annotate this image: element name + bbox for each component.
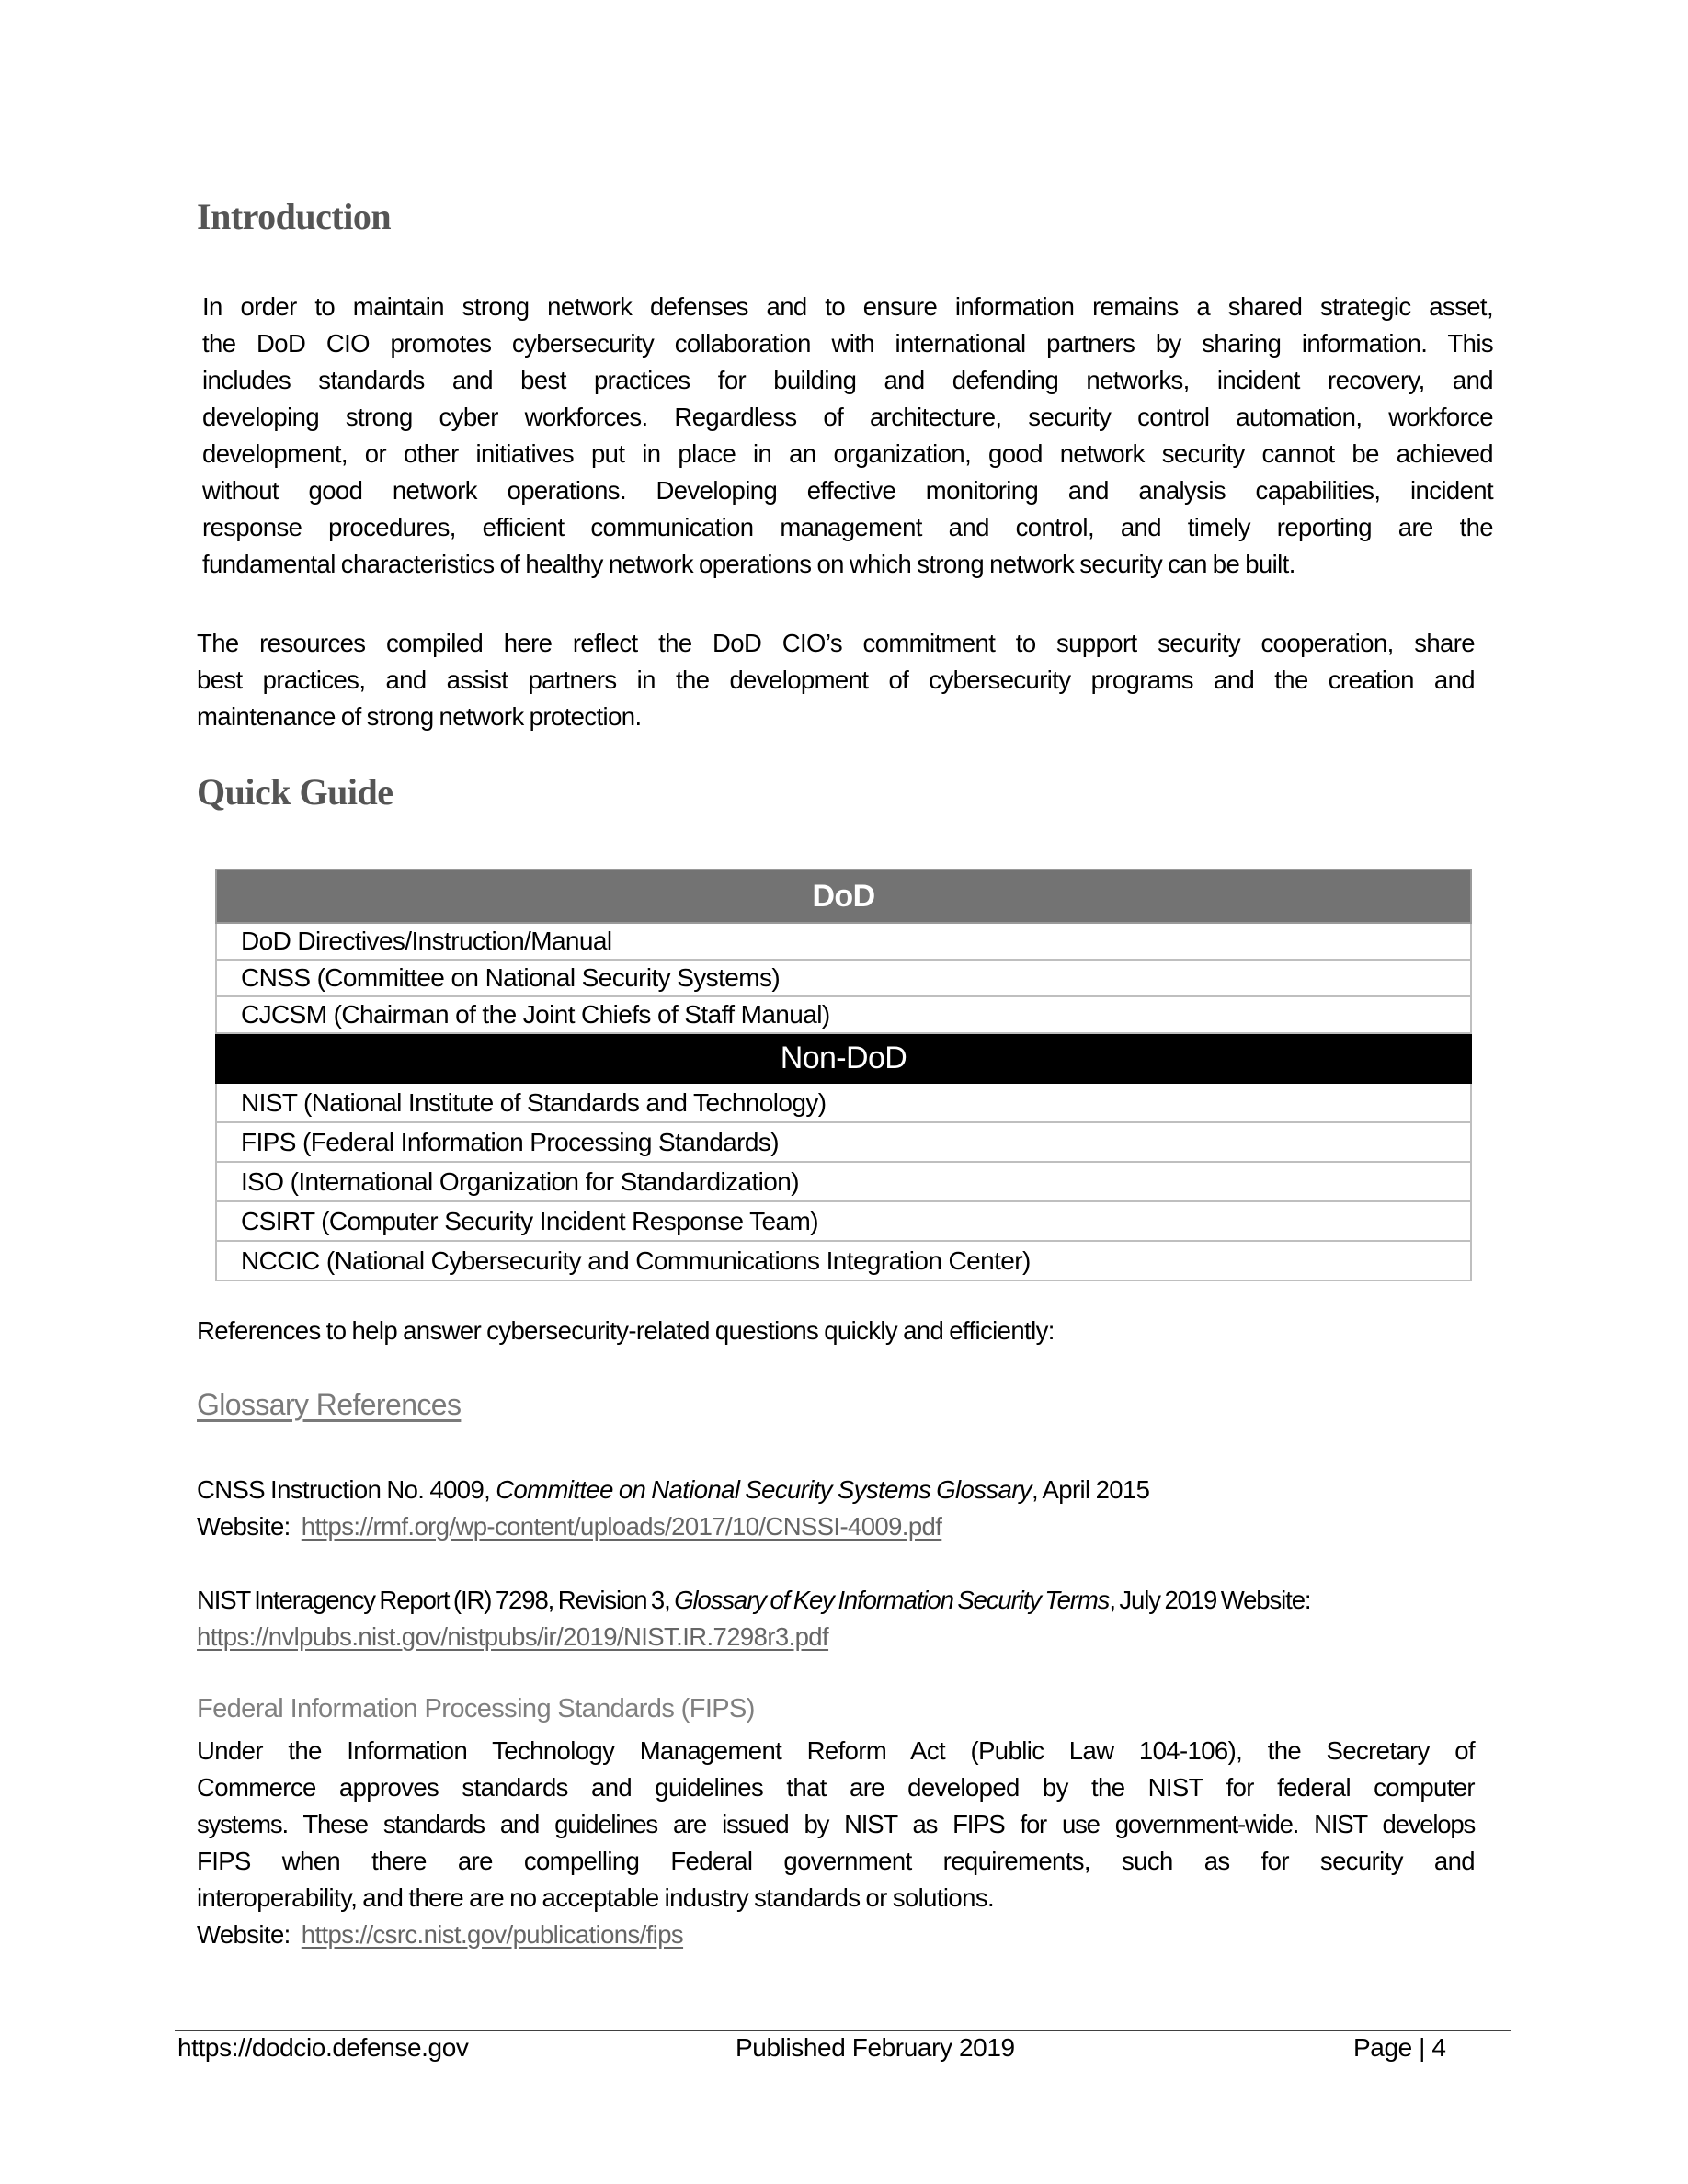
text-line: Under the Information Technology Management Reform Act (Public Law 104-106), the Secretary of <box>197 1736 1475 1765</box>
dod-item: DoD Directives/Instruction/Manual <box>216 923 1471 960</box>
fips-link[interactable]: https://csrc.nist.gov/publications/fips <box>301 1920 684 1949</box>
dod-item: CJCSM (Chairman of the Joint Chiefs of Staff Manual) <box>216 996 1471 1033</box>
nist-prefix: NIST Interagency Report (IR) 7298, Revision 3, <box>197 1586 675 1614</box>
fips-paragraph <box>197 1733 1475 1917</box>
references-intro: References to help answer cybersecurity-related questions quickly and efficiently: <box>197 1316 1055 1345</box>
table-row <box>216 1122 1471 1162</box>
text-line: response procedures, efficient communication management and control, and timely reporting are the <box>202 513 1493 541</box>
text-line: best practices, and assist partners in the development of cybersecurity programs and the creation and <box>197 665 1475 694</box>
fips-website <box>197 1917 683 1953</box>
website-label: Website: <box>197 1512 291 1541</box>
nondod-item: CSIRT (Computer Security Incident Response Team) <box>216 1201 1471 1241</box>
text-line: The resources compiled here reflect the DoD CIO’s commitment to support security cooperation, share <box>197 629 1475 657</box>
nist-suffix: , July 2019 Website: <box>1109 1586 1311 1614</box>
cnss-link[interactable]: https://rmf.org/wp-content/uploads/2017/10/CNSSI-4009.pdf <box>301 1512 942 1541</box>
introduction-heading: Introduction <box>197 196 392 237</box>
nondod-item: NCCIC (National Cybersecurity and Communications Integration Center) <box>216 1241 1471 1280</box>
text-line: Commerce approves standards and guidelines that are developed by the NIST for federal computer <box>197 1773 1475 1802</box>
table-row <box>216 1083 1471 1122</box>
cnss-prefix: CNSS Instruction No. 4009, <box>197 1475 496 1504</box>
table-row <box>216 1241 1471 1280</box>
quick-guide-heading: Quick Guide <box>197 771 393 813</box>
dod-header: DoD <box>216 870 1471 923</box>
footer-divider <box>175 2030 1511 2031</box>
website-label: Website: <box>197 1920 291 1949</box>
nist-website <box>197 1619 828 1655</box>
fips-heading: Federal Information Processing Standards (FIPS) <box>197 1694 755 1723</box>
text-line: FIPS when there are compelling Federal government requirements, such as for security and <box>197 1847 1475 1875</box>
quick-guide-table <box>215 869 1472 1281</box>
nondod-item: NIST (National Institute of Standards and Technology) <box>216 1083 1471 1122</box>
text-line: development, or other initiatives put in place in an organization, good network security cannot be achieved <box>202 439 1493 468</box>
text-line: the DoD CIO promotes cybersecurity collaboration with international partners by sharing information. This <box>202 329 1493 358</box>
table-row <box>216 1201 1471 1241</box>
table-row <box>216 996 1471 1033</box>
text-line: interoperability, and there are no acceptable industry standards or solutions. <box>197 1883 995 1912</box>
text-line: includes standards and best practices for building and defending networks, incident recovery, and <box>202 366 1493 394</box>
nist-title: Glossary of Key Information Security Terms <box>674 1586 1110 1614</box>
dod-header-row <box>216 870 1471 923</box>
glossary-references-heading[interactable]: Glossary References <box>197 1388 462 1421</box>
footer-page-number: Page | 4 <box>1353 2033 1446 2062</box>
text-line: fundamental characteristics of healthy network operations on which strong network security can be built. <box>202 550 1295 578</box>
cnss-title: Committee on National Security Systems Glossary <box>496 1475 1032 1504</box>
intro-paragraph-2 <box>197 625 1475 735</box>
table-row <box>216 923 1471 960</box>
table-row <box>216 1162 1471 1201</box>
nist-link[interactable]: https://nvlpubs.nist.gov/nistpubs/ir/2019/NIST.IR.7298r3.pdf <box>197 1622 829 1651</box>
nondod-header-row <box>216 1033 1471 1083</box>
cnss-reference <box>197 1472 1149 1508</box>
text-line: systems. These standards and guidelines are issued by NIST as FIPS for use government-wide. NIST develops <box>197 1810 1475 1838</box>
cnss-website <box>197 1508 941 1545</box>
intro-paragraph-1 <box>202 289 1493 583</box>
nist-reference <box>197 1582 1310 1619</box>
text-line: In order to maintain strong network defenses and to ensure information remains a shared strategic asset, <box>202 292 1493 321</box>
dod-item: CNSS (Committee on National Security Systems) <box>216 960 1471 996</box>
table-row <box>216 960 1471 996</box>
footer-published: Published February 2019 <box>736 2033 1015 2062</box>
nondod-item: ISO (International Organization for Standardization) <box>216 1162 1471 1201</box>
text-line: without good network operations. Developing effective monitoring and analysis capabilities, incident <box>202 476 1493 505</box>
text-line: maintenance of strong network protection. <box>197 702 642 731</box>
cnss-suffix: , April 2015 <box>1031 1475 1150 1504</box>
nondod-item: FIPS (Federal Information Processing Standards) <box>216 1122 1471 1162</box>
nondod-header: Non-DoD <box>216 1033 1471 1083</box>
text-line: developing strong cyber workforces. Regardless of architecture, security control automation, workforce <box>202 403 1493 431</box>
footer-site: https://dodcio.defense.gov <box>177 2033 469 2062</box>
